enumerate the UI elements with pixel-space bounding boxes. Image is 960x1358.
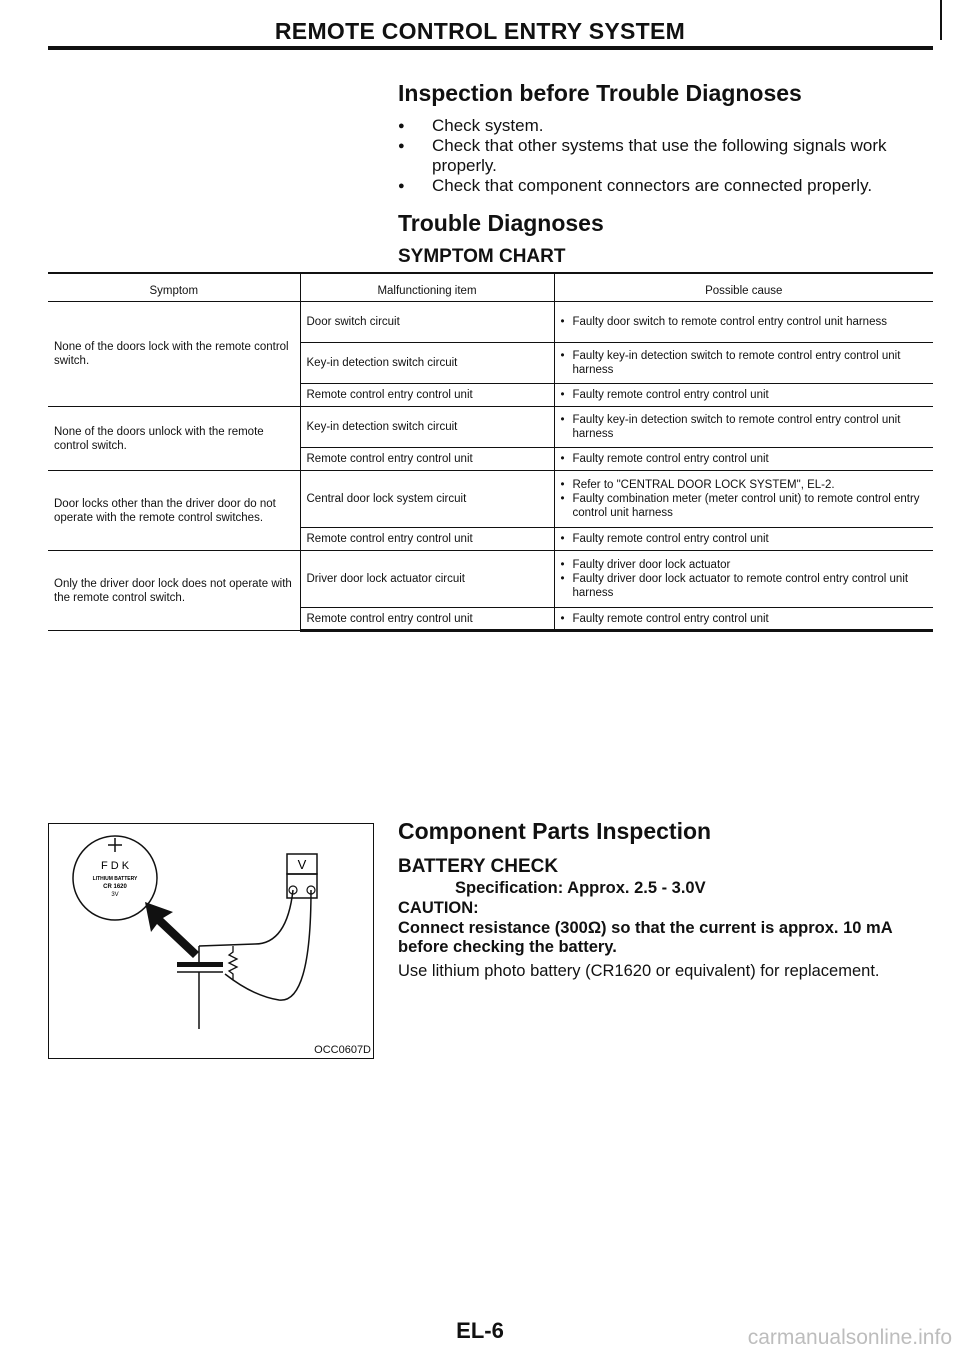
page-header-title: REMOTE CONTROL ENTRY SYSTEM bbox=[274, 18, 686, 44]
malfunction-item-cell: Central door lock system circuit bbox=[300, 471, 554, 528]
malfunction-item-cell: Driver door lock actuator circuit bbox=[300, 551, 554, 608]
possible-cause-cell bbox=[554, 471, 933, 528]
caution-text: Connect resistance (300Ω) so that the current is approx. 10 mA before checking the battery. bbox=[398, 919, 893, 956]
voltmeter-icon bbox=[287, 854, 317, 898]
table-row bbox=[48, 551, 933, 608]
inspection-bullet: ● Check system. bbox=[398, 116, 933, 136]
inspection-bullet: ● Check that other systems that use the following signals work properly. bbox=[398, 136, 933, 176]
possible-cause-cell bbox=[554, 551, 933, 608]
column-header-possible-cause: Possible cause bbox=[554, 273, 933, 302]
possible-cause-cell bbox=[554, 528, 933, 551]
cause-item: • Faulty driver door lock actuator to remote control entry control unit harness bbox=[561, 572, 928, 600]
malfunction-item-cell: Remote control entry control unit bbox=[300, 528, 554, 551]
cause-item: • Refer to "CENTRAL DOOR LOCK SYSTEM", EL-2. bbox=[561, 478, 928, 492]
column-header-malfunctioning-item: Malfunctioning item bbox=[300, 273, 554, 302]
battery-check-figure bbox=[48, 823, 374, 1059]
cause-item: • Faulty key-in detection switch to remote control entry control unit harness bbox=[561, 413, 928, 441]
symptom-cell: Only the driver door lock does not operate with the remote control switch. bbox=[48, 551, 300, 631]
malfunction-item-cell: Key-in detection switch circuit bbox=[300, 343, 554, 384]
arrow-icon bbox=[145, 902, 199, 958]
cause-item: • Faulty remote control entry control unit bbox=[561, 452, 928, 466]
cause-item: • Faulty remote control entry control unit bbox=[561, 532, 928, 546]
figure-code: OCC0607D bbox=[314, 1044, 371, 1056]
table-row bbox=[48, 302, 933, 343]
table-row bbox=[48, 407, 933, 448]
symptom-cell: None of the doors unlock with the remote control switch. bbox=[48, 407, 300, 471]
header-rule bbox=[48, 46, 933, 50]
symptom-chart-heading: SYMPTOM CHART bbox=[398, 246, 566, 267]
cause-item: • Faulty door switch to remote control entry control unit harness bbox=[561, 315, 928, 329]
battery-check-heading: BATTERY CHECK bbox=[398, 856, 559, 877]
battery-check-diagram bbox=[49, 824, 373, 1058]
symptom-cell: Door locks other than the driver door do not operate with the remote control switches. bbox=[48, 471, 300, 551]
symptom-chart-table bbox=[48, 272, 933, 632]
watermark: carmanualsonline.info bbox=[747, 1326, 952, 1349]
table-header-row bbox=[48, 273, 933, 302]
cause-item: • Faulty remote control entry control unit bbox=[561, 388, 928, 402]
column-header-symptom: Symptom bbox=[48, 273, 300, 302]
possible-cause-cell bbox=[554, 448, 933, 471]
possible-cause-cell bbox=[554, 608, 933, 631]
cause-item: • Faulty combination meter (meter control unit) to remote control entry control unit harness bbox=[561, 492, 928, 520]
possible-cause-cell bbox=[554, 407, 933, 448]
page-number: EL-6 bbox=[456, 1318, 504, 1343]
resistor-icon bbox=[229, 946, 237, 980]
replacement-note: Use lithium photo battery (CR1620 or equivalent) for replacement. bbox=[398, 962, 880, 980]
cause-item: • Faulty driver door lock actuator bbox=[561, 558, 928, 572]
battery-type-label: LITHIUM BATTERY bbox=[92, 876, 138, 882]
battery-icon bbox=[73, 836, 157, 920]
battery-voltage-label: 3V bbox=[111, 892, 119, 898]
battery-brand-label: F D K bbox=[100, 860, 130, 872]
malfunction-item-cell: Remote control entry control unit bbox=[300, 384, 554, 407]
table-row bbox=[48, 471, 933, 528]
symptom-cell: None of the doors lock with the remote control switch. bbox=[48, 302, 300, 407]
inspection-heading: Inspection before Trouble Diagnoses bbox=[398, 80, 802, 106]
cause-item: • Faulty key-in detection switch to remote control entry control unit harness bbox=[561, 349, 928, 377]
inspection-bullet-list bbox=[398, 116, 933, 196]
malfunction-item-cell: Key-in detection switch circuit bbox=[300, 407, 554, 448]
component-parts-heading: Component Parts Inspection bbox=[398, 818, 712, 844]
possible-cause-cell bbox=[554, 384, 933, 407]
specification-text: Specification: Approx. 2.5 - 3.0V bbox=[455, 879, 706, 897]
cause-item: • Faulty remote control entry control unit bbox=[561, 612, 928, 626]
caution-label: CAUTION: bbox=[398, 899, 479, 917]
malfunction-item-cell: Door switch circuit bbox=[300, 302, 554, 343]
inspection-bullet: ● Check that component connectors are connected properly. bbox=[398, 176, 933, 196]
voltmeter-label: V bbox=[297, 857, 307, 872]
possible-cause-cell bbox=[554, 343, 933, 384]
trouble-diagnoses-heading: Trouble Diagnoses bbox=[398, 210, 604, 236]
possible-cause-cell bbox=[554, 302, 933, 343]
battery-model-label: CR 1620 bbox=[103, 884, 127, 890]
page-edge-mark bbox=[940, 0, 942, 40]
malfunction-item-cell: Remote control entry control unit bbox=[300, 448, 554, 471]
malfunction-item-cell: Remote control entry control unit bbox=[300, 608, 554, 631]
